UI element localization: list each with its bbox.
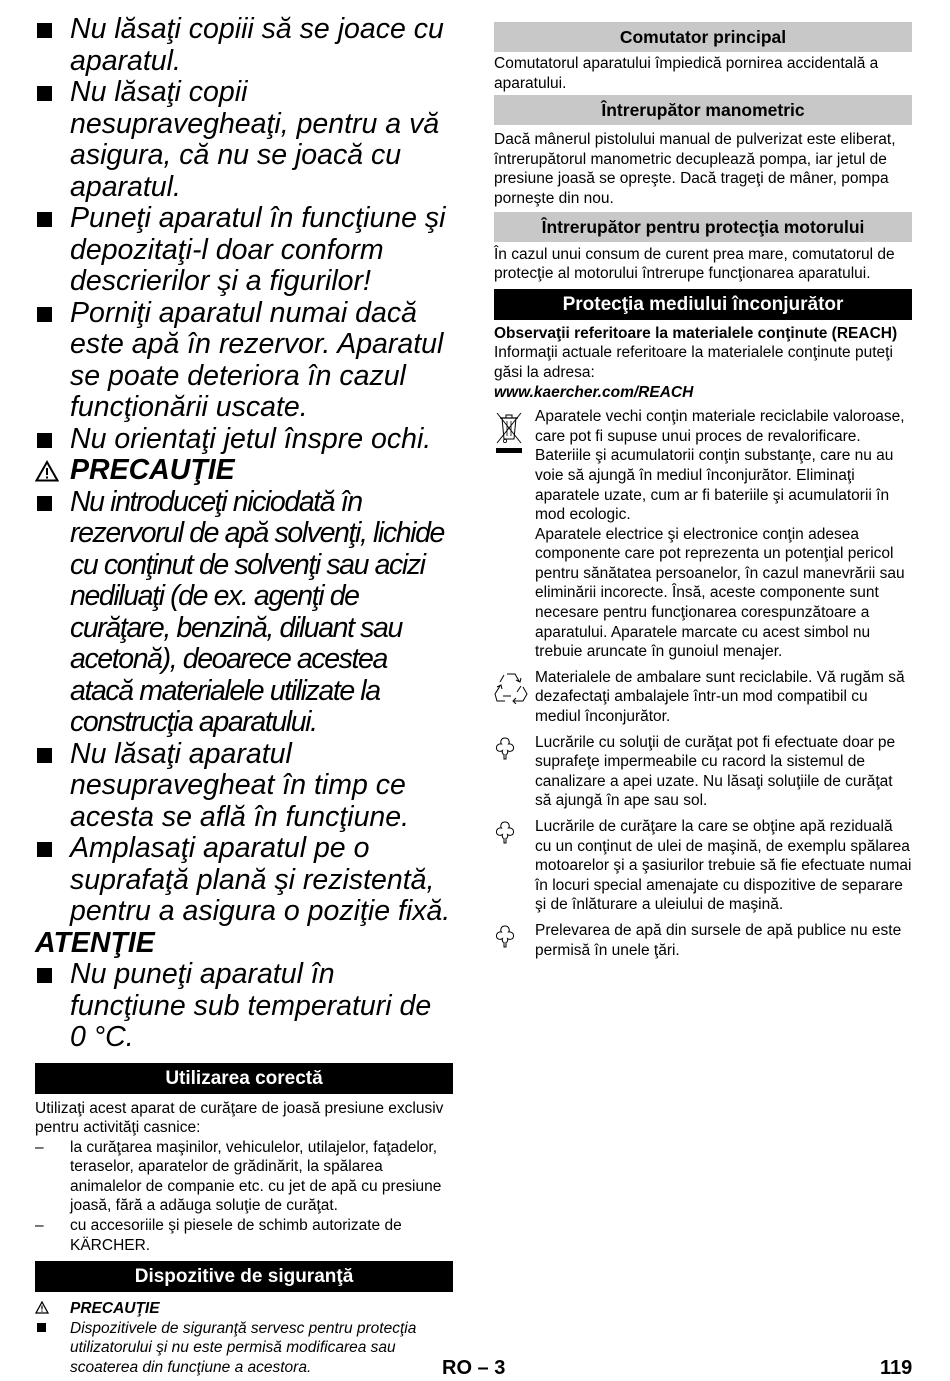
bullet-square-icon (37, 496, 52, 511)
crossed-bin-icon (494, 409, 524, 455)
tree-icon (494, 923, 516, 949)
page-number: 119 (880, 1357, 913, 1379)
bullet-square-icon (37, 433, 52, 448)
safety-bullet: Nu puneţi aparatul în funcţiune sub temperaturi de 0 °C. (35, 959, 453, 1054)
safety-bullet: Nu lăsaţi aparatul nesupravegheat în timp ce acesta se află în funcţiune. (35, 739, 453, 834)
safety-bullet: Amplasaţi aparatul pe o suprafaţă plană şi rezistentă, pentru a asigura o poziţie fixă. (35, 833, 453, 928)
safety-bullet: Nu orientaţi jetul înspre ochi. (35, 424, 453, 456)
list-item: – cu accesoriile şi piesele de schimb autorizate de KÄRCHER. (35, 1217, 402, 1254)
safety-bullet: Porniţi aparatul numai dacă este apă în rezervor. Aparatul se poate deteriora în cazul funcţionării uscate. (35, 298, 453, 424)
motor-text: În cazul unui consum de curent prea mare, comutatorul de protecţie al motorului întrerupe funcţionarea aparatului. (494, 245, 895, 283)
bullet-square-icon (37, 1323, 46, 1332)
env-paragraph: Prelevarea de apă din sursele de apă publice nu este permisă în unele ţări. (494, 921, 912, 960)
tree-icon (494, 735, 516, 761)
list-item: – la curăţarea maşinilor, vehiculelor, utilajelor, faţadelor, teraselor, aparatelor de grădinărit, la spălarea animalelor de companie etc. cu jet de apă cu presiune joasă, fără a adăuga soluţie de curăţat. (35, 1138, 442, 1215)
env-paragraph: Lucrările de curăţare la care se obţine apă reziduală cu un conţinut de ulei de maşină, de exemplu spălarea motoarelor şi a şasiurilor trebuie să fie efectuate numai în locuri special amenajate cu dispozitive de separare şi de înlăturare a uleiului de maşină. (494, 817, 912, 915)
subsection-title-comutator: Comutator principal (494, 22, 912, 52)
weee-text-2: Aparatele electrice şi electronice conţin adesea componente care pot reprezenta un potenţial pericol pentru sănătatea persoanelor, în cazul manevrării sau eliminării incorecte. Însă, aceste componente sunt necesare pentru funcţionarea corespunzătoare a aparatului. Aparatele marcate cu acest simbol nu trebuie aruncate în gunoiul menajer. (535, 525, 905, 661)
precautie-heading: PRECAUŢIE (35, 455, 453, 487)
footer-section-label: RO – 3 (442, 1357, 506, 1379)
section-title-utilizare: Utilizarea corectă (35, 1063, 453, 1094)
comutator-text: Comutatorul aparatului împiedică pornirea accidentală a aparatului. (494, 55, 879, 92)
safety-bullet: Nu lăsaţi copiii să se joace cu aparatul. (35, 14, 453, 77)
warning-triangle-icon (35, 1301, 49, 1314)
weee-text-1: Aparatele vechi conţin materiale reciclabile valoroase, care pot fi supuse unui proces de revalorificare. Bateriile şi acumulatorii conţin substanţe, care nu au voie să ajungă în mediul înconjurător. Eliminaţi aparatele uzate, cum ar fi bateriile şi acumulatorii în mod ecologic. (535, 408, 905, 524)
section-title-mediu: Protecţia mediului înconjurător (494, 289, 912, 320)
utilizare-intro: Utilizaţi acest aparat de curăţare de joasă presiune exclusiv pentru activităţi casnice: (35, 1099, 444, 1137)
recycle-icon (494, 670, 528, 704)
reach-url: www.kaercher.com/REACH (494, 383, 694, 401)
reach-text: Informaţii actuale referitoare la materialele conţinute puteţi găsi la adresa: (494, 344, 893, 381)
bullet-square-icon (37, 842, 52, 857)
subsection-title-motor: Întrerupător pentru protecţia motorului (494, 212, 912, 242)
right-column (494, 0, 912, 960)
bullet-square-icon (37, 23, 52, 38)
env-paragraph: Lucrările cu soluţii de curăţat pot fi efectuate doar pe suprafeţe impermeabile cu racord la sistemul de canalizare a apei uzate. Nu lăsaţi soluţiile de curăţat să ajungă în ape sau sol. (494, 733, 912, 811)
atentie-heading: ATENŢIE (35, 926, 155, 959)
subsection-title-manometric: Întrerupător manometric (494, 95, 912, 125)
safety-bullet: Puneţi aparatul în funcţiune şi depozitaţi-l doar conform descrierilor şi a figurilor! (35, 203, 453, 298)
section-title-dispozitive: Dispozitive de siguranţă (35, 1261, 453, 1292)
bullet-square-icon (37, 968, 52, 983)
precautie-label: PRECAUŢIE (35, 1299, 453, 1319)
dispozitive-text: Dispozitivele de siguranţă servesc pentru protecţia utilizatorului şi nu este permisă modificarea sau scoaterea din funcţiune a acestora. (35, 1319, 453, 1378)
weee-paragraph (494, 407, 912, 662)
bullet-square-icon (37, 307, 52, 322)
bullet-square-icon (37, 748, 52, 763)
warning-triangle-icon (35, 460, 59, 482)
bullet-square-icon (37, 86, 52, 101)
tree-icon (494, 819, 516, 845)
left-column (35, 0, 453, 1378)
manometric-text: Dacă mânerul pistolului manual de pulverizat este eliberat, întrerupătorul manometric decuplează pompa, iar jetul de presiune joasă se opreşte. Dacă trageţi de mâner, pompa porneşte din nou. (494, 131, 896, 207)
safety-bullet: Nu introduceţi niciodată în rezervorul de apă solvenţi, lichide cu conţinut de solvenţi sau acizi nediluaţi (de ex. agenţi de curăţare, benzină, diluant sau acetonă), deoarece acestea atacă materialele utilizate la construcţia aparatului. (35, 487, 453, 739)
safety-bullet: Nu lăsaţi copii nesupravegheaţi, pentru a vă asigura, că nu se joacă cu aparatul. (35, 77, 453, 203)
recycle-paragraph: Materialele de ambalare sunt reciclabile. Vă rugăm să dezafectaţi ambalajele într-un mod compatibil cu mediul înconjurător. (494, 668, 912, 727)
reach-title: Observaţii referitoare la materialele conţinute (REACH) (494, 324, 898, 342)
bullet-square-icon (37, 212, 52, 227)
